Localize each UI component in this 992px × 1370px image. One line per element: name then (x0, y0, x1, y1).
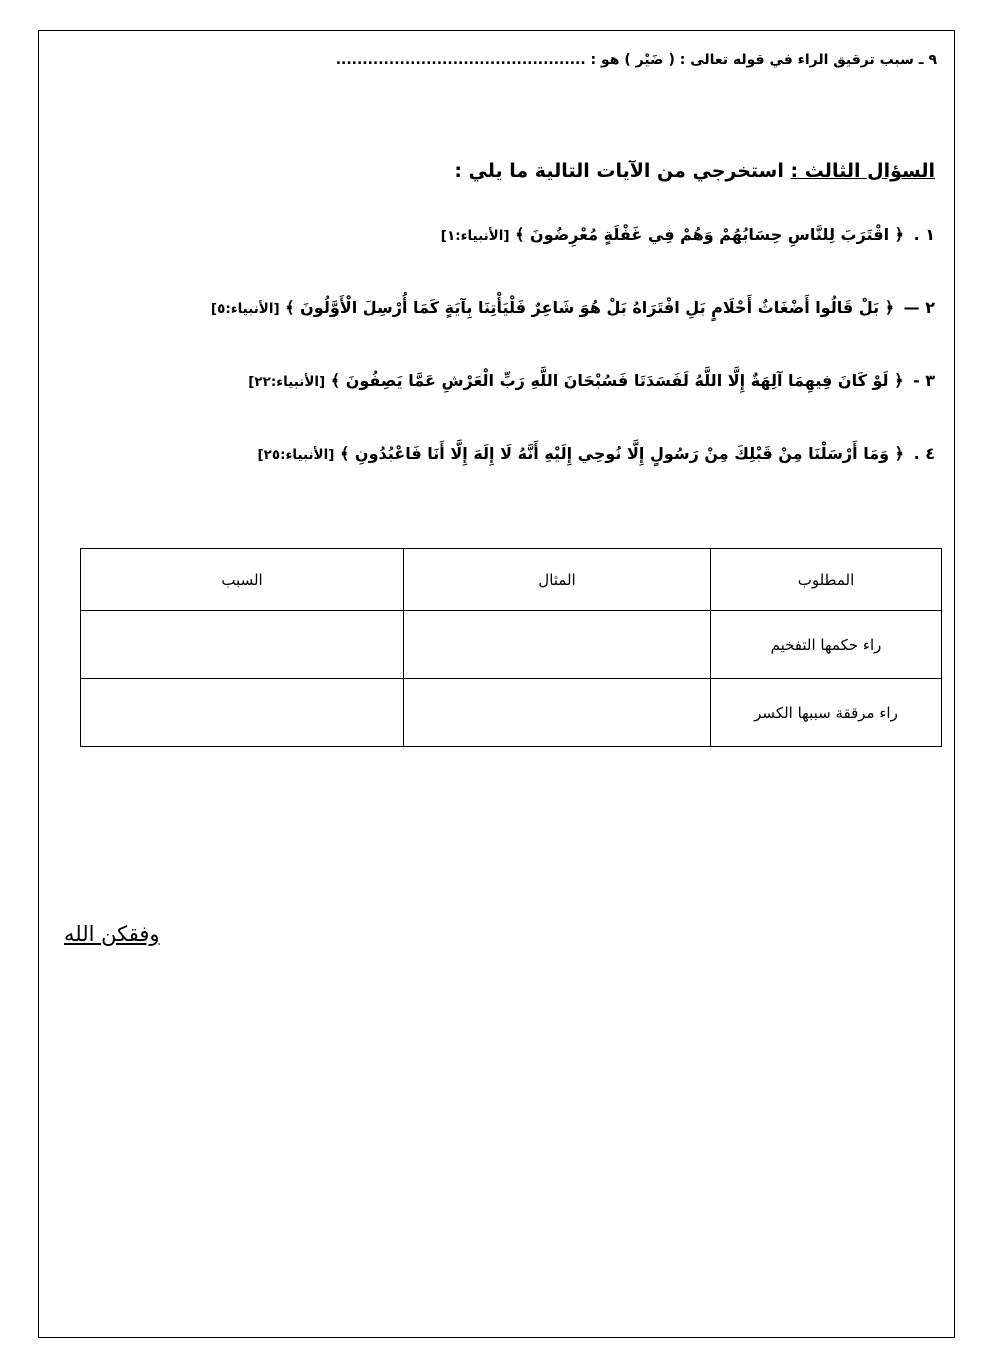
verse-3-number: ٣ - (913, 371, 935, 390)
extraction-table (80, 548, 942, 747)
row1-reason-cell-empty (81, 611, 404, 679)
verse-3-reference: [الأنبياء:٢٢] (248, 374, 326, 390)
verse-4-number: ٤ . (913, 444, 935, 463)
question-9-line: ٩ ـ سبب ترقيق الراء في قوله تعالى : ( ضَيْر ) هو : ............................................... (335, 52, 937, 68)
section-heading-title: السؤال الثالث : (790, 160, 935, 182)
row1-example-cell-empty (404, 611, 711, 679)
row2-label-tarqeeq: راء مرققة سببها الكسر (711, 679, 942, 747)
table-header-mithal: المثال (404, 549, 711, 611)
section-heading (454, 160, 935, 182)
verse-2-number: ٢ — (903, 298, 935, 317)
verse-4-reference: [الأنبياء:٢٥] (257, 447, 335, 463)
table-header-row (81, 549, 942, 611)
verse-4-text: ﴿ وَمَا أَرْسَلْنَا مِنْ قَبْلِكَ مِنْ رَسُولٍ إِلَّا نُوحِي إِلَيْهِ أَنَّهُ لَا إِلَهَ إِلَّا أَنَا فَاعْبُدُونِ ﴾ (339, 444, 904, 463)
verse-1-number: ١ . (913, 225, 935, 244)
table-header-matloob: المطلوب (711, 549, 942, 611)
verse-line-1 (441, 220, 935, 250)
table-header-sabab: السبب (81, 549, 404, 611)
verse-line-3 (248, 366, 935, 396)
verse-line-2 (211, 293, 935, 323)
table-row (81, 611, 942, 679)
table-row (81, 679, 942, 747)
verse-2-reference: [الأنبياء:٥] (210, 301, 280, 317)
verse-1-reference: [الأنبياء:١] (440, 228, 510, 244)
section-heading-instruction: استخرجي من الآيات التالية ما يلي : (454, 160, 784, 182)
closing-phrase: وفقكن الله (64, 922, 160, 946)
verse-1-text: ﴿ اقْتَرَبَ لِلنَّاسِ حِسَابُهُمْ وَهُمْ فِي غَفْلَةٍ مُعْرِضُونَ ﴾ (515, 225, 904, 244)
row1-label-tafkheem: راء حكمها التفخيم (711, 611, 942, 679)
verse-line-4 (257, 439, 935, 469)
verse-3-text: ﴿ لَوْ كَانَ فِيهِمَا آلِهَةٌ إِلَّا اللَّهُ لَفَسَدَتَا فَسُبْحَانَ اللَّهِ رَبِّ الْعَرْشِ عَمَّا يَصِفُونَ ﴾ (330, 371, 904, 390)
row2-reason-cell-empty (81, 679, 404, 747)
verse-2-text: ﴿ بَلْ قَالُوا أَضْغَاثُ أَحْلَامٍ بَلِ افْتَرَاهُ بَلْ هُوَ شَاعِرٌ فَلْيَأْتِنَا بِآيَةٍ كَمَا أُرْسِلَ الْأَوَّلُونَ ﴾ (285, 298, 895, 317)
row2-example-cell-empty (404, 679, 711, 747)
